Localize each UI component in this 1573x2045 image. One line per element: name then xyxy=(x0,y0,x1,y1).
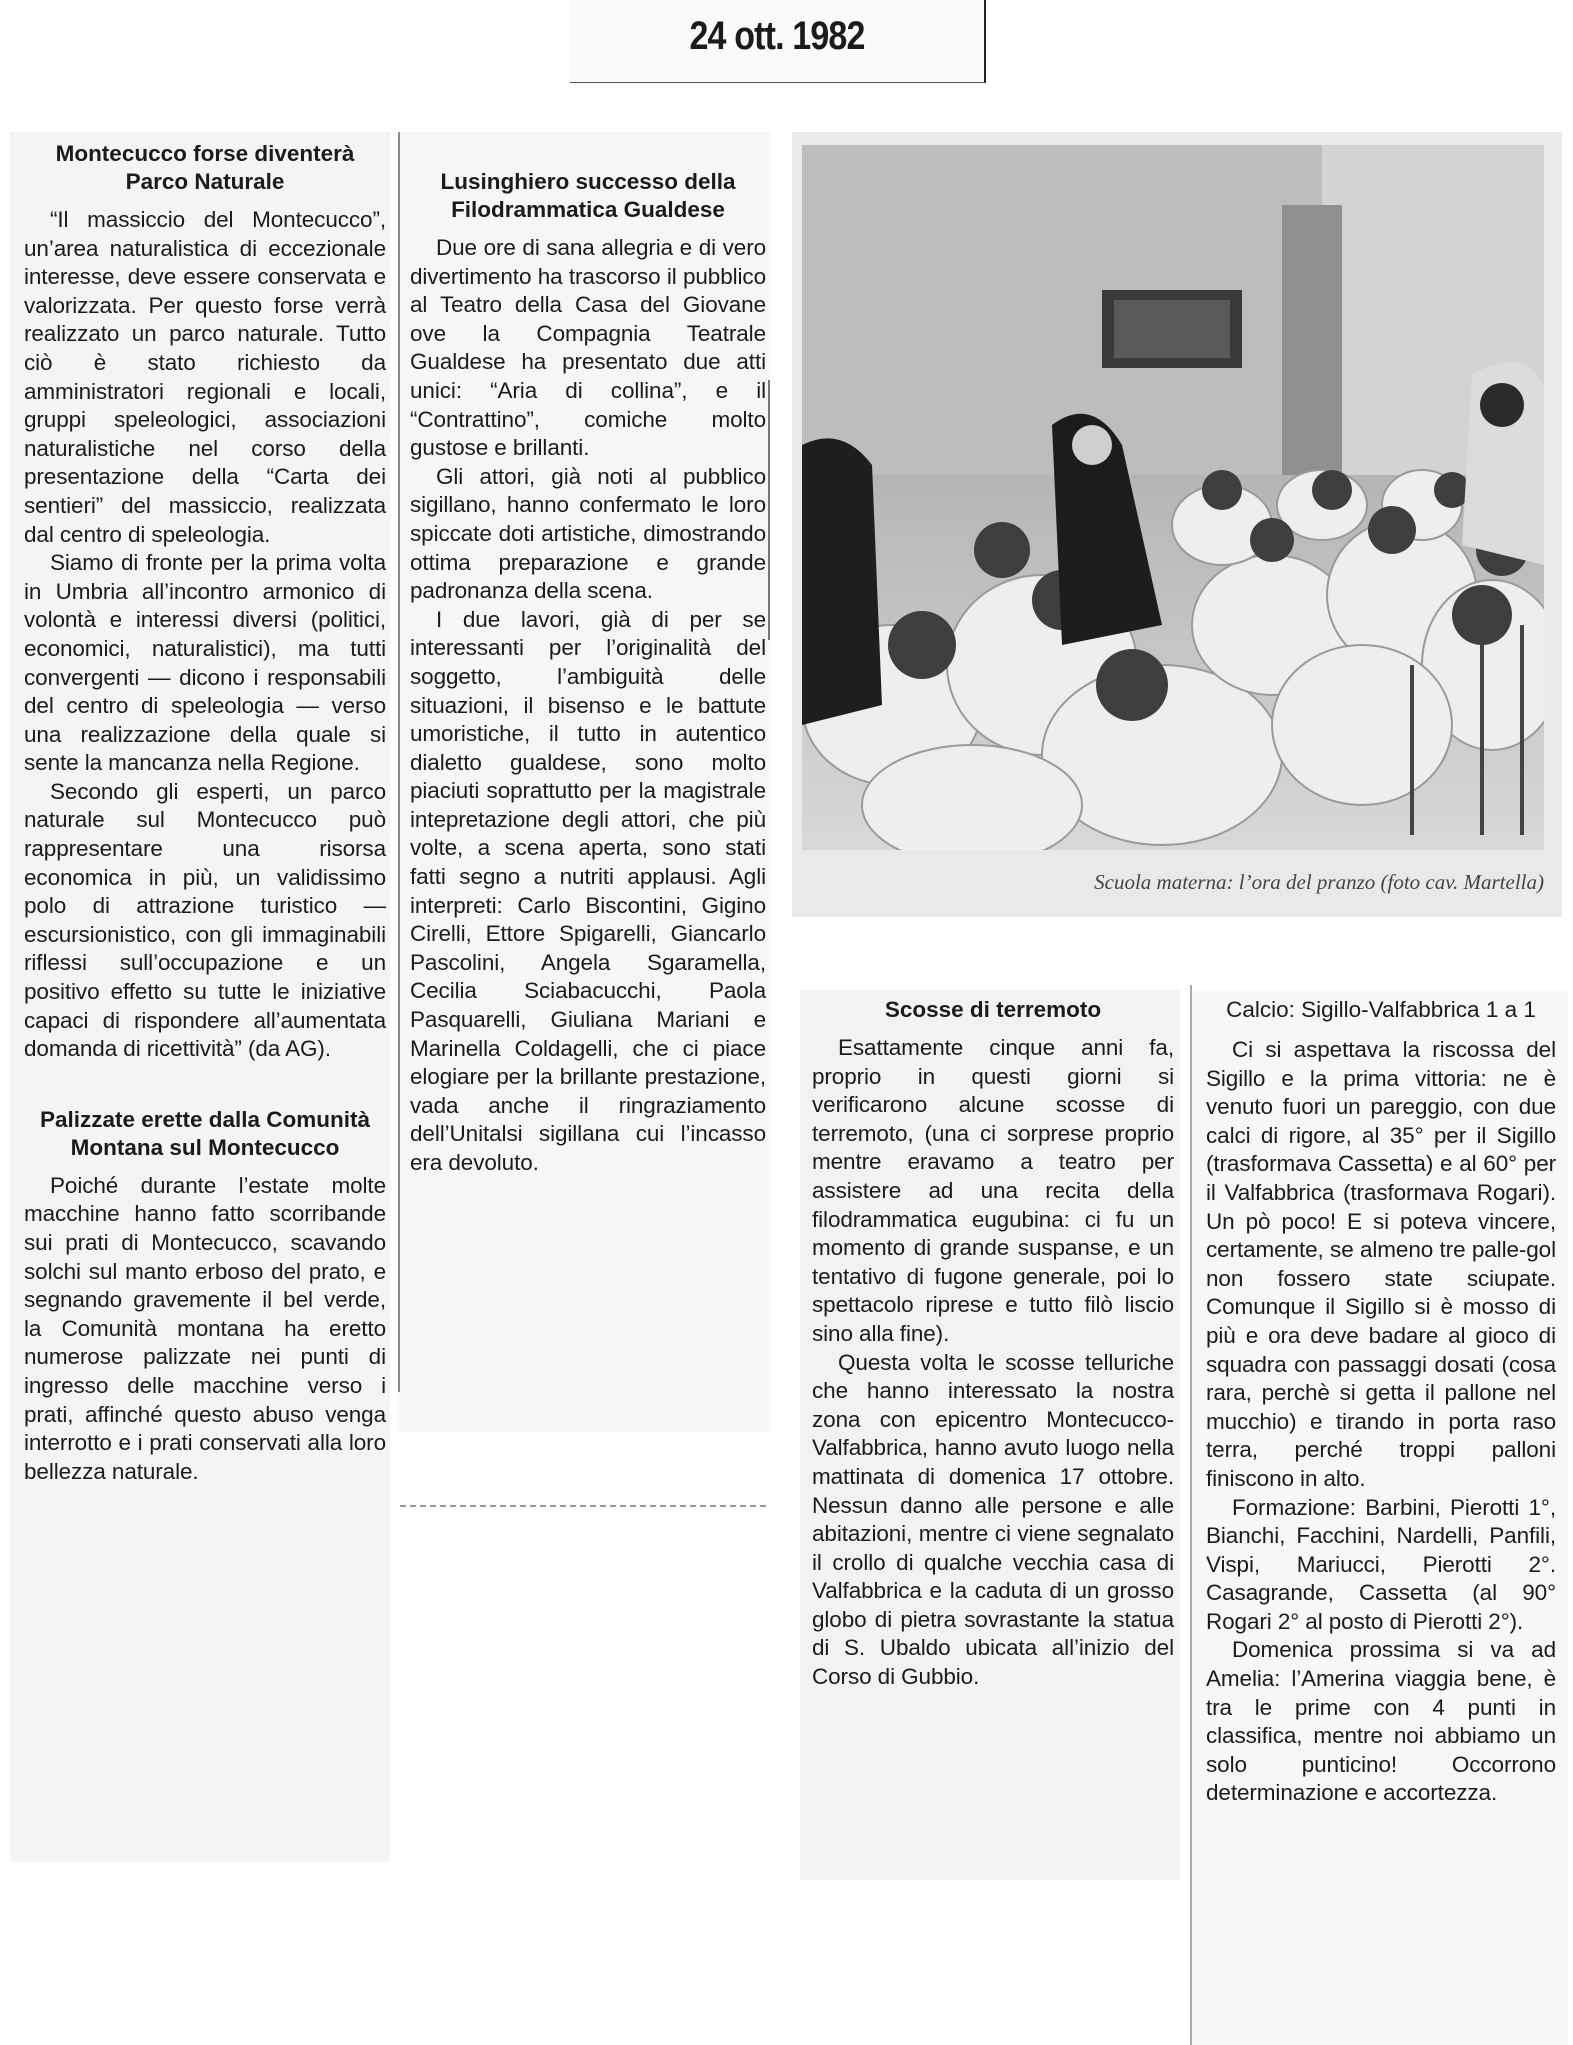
article-paragraph: I due lavori, già di per se interessanti per l’originalità del soggetto, l’ambiguità delle situazioni, il bisenso e le battute umoristiche, il tutto in autentico dialetto gualdese, sono molto piaciuti soprattutto per la magistrale intepretazione degli attori, che più volte, a scena aperta, sono stati fatti segno a nutriti applausi. Agli interpreti: Carlo Biscontini, Gigino Cirelli, Ettore Spigarelli, Giancarlo Pascolini, Angela Sgaramella, Cecilia Sciabacucchi, Paola Pasquarelli, Giuliana Mariani e Marinella Coldagelli, che ci piace elogiare per la brillante prestazione, vada anche il ringraziamento dell’Unitalsi sigillana cui l’incasso era devoluto. xyxy=(410,606,766,1175)
article-paragraph: Domenica prossima si va ad Amelia: l’Amerina viaggia bene, è tra le prime con 4 punti in classifica, mentre noi abbiamo un solo punticino! Occorrono determinazione e accortezza. xyxy=(1206,1637,1556,1806)
column-divider xyxy=(768,380,770,640)
photo-caption: Scuola materna: l’ora del pranzo (foto cav. Martella) xyxy=(1094,870,1544,894)
article-title: Montecucco forse diventerà Parco Naturale xyxy=(55,141,355,194)
article-paragraph: Questa volta le scosse telluriche che hanno interessato la nostra zona con epicentro Montecucco-Valfabbrica, hanno avuto luogo nella mattinata di domenica 17 ottobre. Nessun danno alle persone e alle abitazioni, mentre ci viene segnalato il crollo di qualche vecchia casa di Valfabbrica e la caduta di un grosso globo di pietra sovrastante la statua di S. Ubaldo ubicata all’inizio del Corso di Gubbio. xyxy=(812,1349,1174,1690)
article-paragraph: Siamo di fronte per la prima volta in Umbria all’incontro armonico di volontà e interessi diversi (politici, economici, naturalistici), ma tutti convergenti — dicono i responsabili del centro di speleologia — verso una realizzazione della quale si sente la mancanza nella Regione. xyxy=(24,550,386,776)
clipping-date: 24 ott. 1982 xyxy=(689,14,865,58)
article-paragraph: Gli attori, già noti al pubblico sigillano, hanno confermato le loro spiccate doti artistiche, dimostrando ottima preparazione e grande padronanza della scena. xyxy=(410,463,766,604)
article-paragraph: Formazione: Barbini, Pierotti 1°, Bianchi, Facchini, Nardelli, Panfili, Vispi, Mariucci, Pierotti 2°. Casagrande, Cassetta (al 90° Rogari 2° al posto di Pierotti 2°). xyxy=(1206,1494,1556,1634)
date-header xyxy=(570,0,986,83)
article-body xyxy=(410,234,766,1178)
article-calcio xyxy=(1192,990,1568,2045)
article-paragraph: “Il massiccio del Montecucco”, un’area naturalistica di eccezionale interesse, deve essere conservata e valorizzata. Per questo forse verrà realizzato un parco naturale. Tutto ciò è stato richiesto da amministratori regionali e locali, gruppi speleologici, associazioni naturalistiche nel corso della presentazione della “Carta dei sentieri” del massiccio, realizzata dal centro di speleologia. xyxy=(24,207,386,547)
article-title: Scosse di terremoto xyxy=(884,997,1102,1022)
article-paragraph: Ci si aspettava la riscossa del Sigillo e la prima vittoria: ne è venuto fuori un pareggio, con due calci di rigore, al 35° per il Sigillo (trasformava Cassetta) e al 60° per il Valfabbrica (trasformava Rogari). Un pò poco! E si poteva vincere, certamente, se almeno tre palle-gol non fossero state sciupate. Comunque il Sigillo si è mosso di più e ora deve badare al gioco di squadra con passaggi dosati (cosa rara, perchè si getta il pallone nel mucchio) e tirando in porta raso terra, perché troppi palloni finiscono in alto. xyxy=(1206,1037,1556,1491)
article-title: Calcio: Sigillo-Valfabbrica 1 a 1 xyxy=(1226,997,1536,1022)
article-terremoto xyxy=(800,990,1180,1880)
column-divider xyxy=(398,132,400,1392)
article-body xyxy=(812,1034,1174,1692)
article-paragraph: Poiché durante l’estate molte macchine hanno fatto scorribande sui prati di Montecucco, scavando solchi sul manto erboso del prato, e segnando gravemente il bel verde, la Comunità montana ha eretto numerose palizzate nei punti di ingresso delle macchine verso i prati, affinché questo abuso venga interrotto e i prati conservati alla loro bellezza naturale. xyxy=(24,1172,386,1484)
article-body xyxy=(1206,1036,1556,1808)
article-title: Lusinghiero successo della Filodrammatica Gualdese xyxy=(440,169,736,222)
article-title-palizzate: Palizzate erette dalla Comunità Montana sul Montecucco xyxy=(39,1106,371,1160)
article-montecucco xyxy=(10,132,390,1862)
article-paragraph: Due ore di sana allegria e di vero divertimento ha trascorso il pubblico al Teatro della Casa del Giovane ove la Compagnia Teatrale Gualdese ha presentato due atti unici: “Aria di collina”, e il “Contrattino”, comiche molto gustose e brillanti. xyxy=(410,235,766,461)
photo-illustration xyxy=(802,145,1544,850)
cut-line xyxy=(400,1505,770,1507)
kindergarten-lunch-photo xyxy=(802,145,1544,850)
article-body-palizzate xyxy=(24,1172,386,1487)
article-filodrammatica xyxy=(398,132,770,1432)
article-paragraph: Esattamente cinque anni fa, proprio in questi giorni si verificarono alcune scosse di terremoto, (una ci sorprese proprio mentre eravamo a teatro per assistere ad una recita della filodrammatica eugubina: ci fu un momento di grande suspanse, e un tentativo di fugone generale, poi lo spettacolo riprese e tutto filò liscio sino alla fine). xyxy=(812,1035,1174,1346)
article-paragraph: Secondo gli esperti, un parco naturale sul Montecucco può rappresentare una risorsa economica in più, un validissimo polo di attrazione turistico — escursionistico, con gli immaginabili riflessi sull’occupazione e un positivo effetto su tutte le iniziative capaci di rispondere all’aumentata domanda di ricettività” (da AG). xyxy=(24,778,386,1062)
article-body xyxy=(24,206,386,1064)
